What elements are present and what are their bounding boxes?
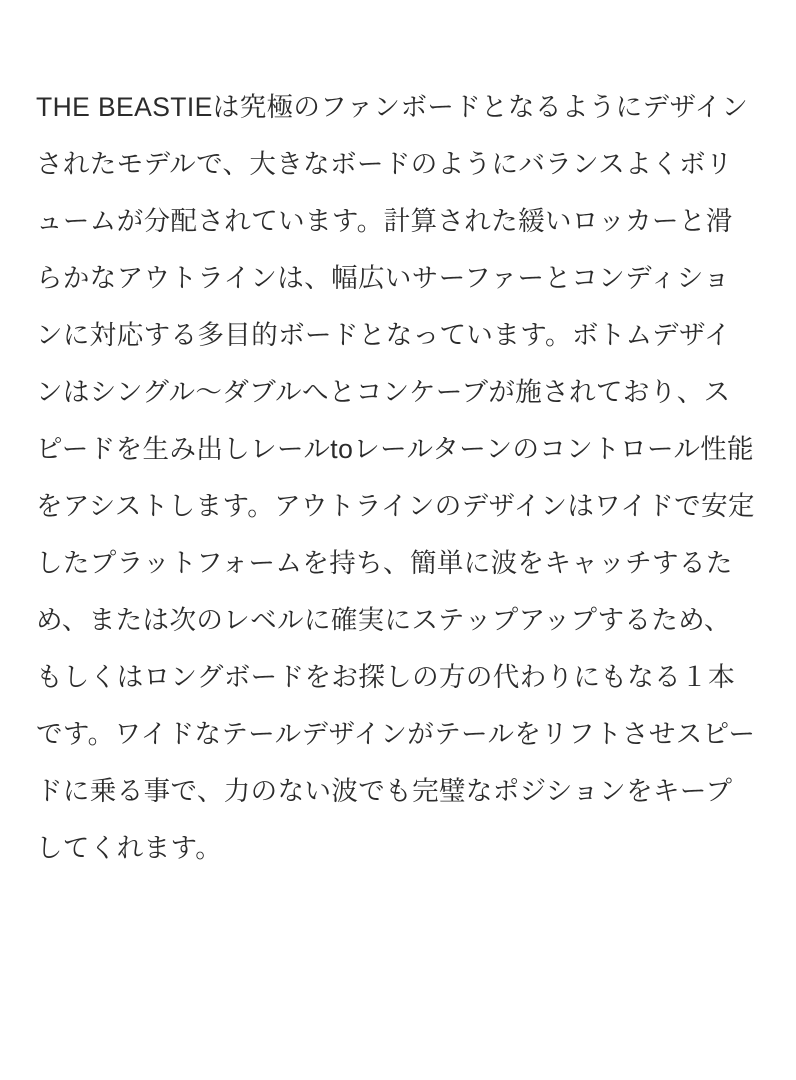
- product-description-paragraph: THE BEASTIEは究極のファンボードとなるようにデザインされたモデルで、大きなボードのようにバランスよくボリュームが分配されています。計算された緩いロッカーと滑らかなアウトラインは、幅広いサーファーとコンディションに対応する多目的ボードとなっています。ボトムデザインはシングル〜ダブルへとコンケーブが施されており、スピードを生み出しレールtoレールターンのコントロール性能をアシストします。アウトラインのデザインはワイドで安定したプラットフォームを持ち、簡単に波をキャッチするため、または次のレベルに確実にステップアップするため、もしくはロングボードをお探しの方の代わりにもなる１本です。ワイドなテールデザインがテールをリフトさせスピードに乗る事で、力のない波でも完璧なポジションをキープしてくれます。: [36, 91, 756, 863]
